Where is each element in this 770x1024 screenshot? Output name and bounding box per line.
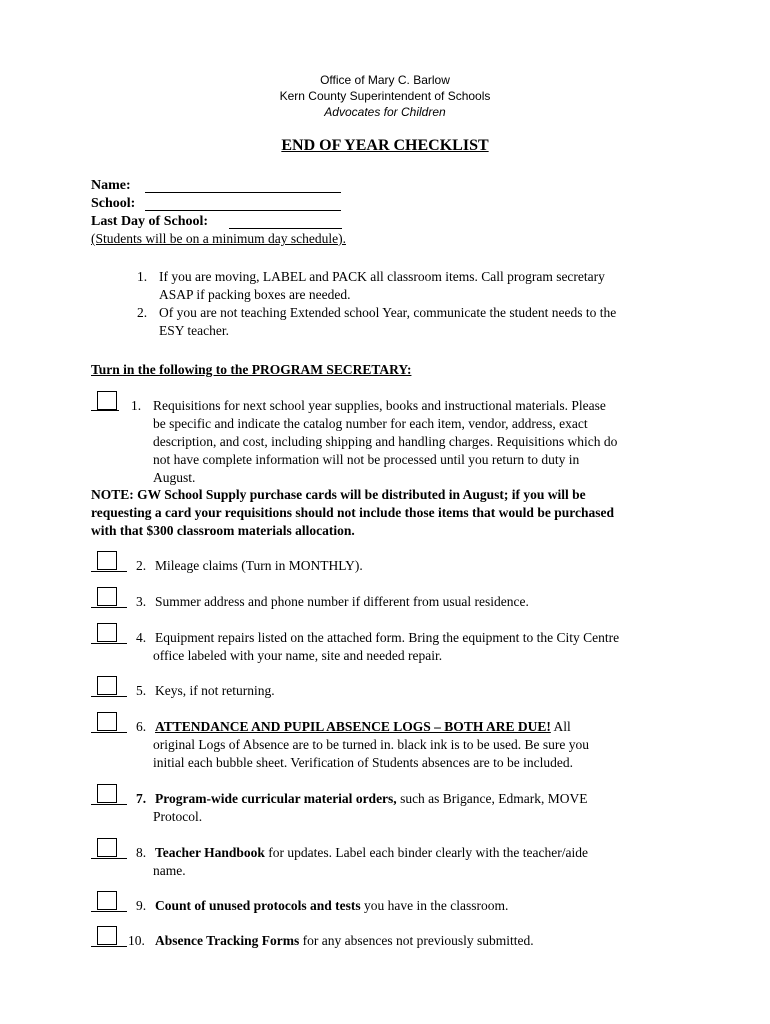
item-4-num: 4.: [136, 630, 147, 645]
item-5-text: Keys, if not returning.: [155, 683, 275, 698]
item-8-line2: name.: [153, 863, 186, 878]
schedule-note: (Students will be on a minimum day schedule).: [91, 231, 346, 246]
item-1-line4: not have complete information will not be processed until you return to duty in: [153, 452, 580, 467]
item-7-line1: [155, 790, 588, 808]
item-8-bold: Teacher Handbook: [155, 845, 265, 860]
name-label: Name:: [91, 178, 131, 193]
item-2-num: 2.: [136, 558, 147, 573]
note-line-3: with that $300 classroom materials allocation.: [91, 523, 355, 538]
note-line-1: NOTE: GW School Supply purchase cards will be distributed in August; if you will be: [91, 487, 586, 502]
checkbox-item-9[interactable]: [97, 891, 117, 910]
intro-item-1-num: 1.: [137, 269, 148, 284]
page-title: END OF YEAR CHECKLIST: [281, 137, 489, 154]
checkbox-underline-2: [91, 571, 127, 572]
office-name: Office of Mary C. Barlow: [320, 73, 450, 87]
section-heading: Turn in the following to the PROGRAM SECRETARY:: [91, 362, 412, 377]
checkbox-underline-7: [91, 804, 127, 805]
item-7-bold: Program-wide curricular material orders,: [155, 791, 397, 806]
item-3-text: Summer address and phone number if different from usual residence.: [155, 594, 529, 609]
checkbox-underline-1: [91, 410, 119, 411]
item-7-rest: such as Brigance, Edmark, MOVE: [396, 791, 588, 806]
last-day-input-line[interactable]: [229, 216, 342, 229]
intro-item-2-num: 2.: [137, 305, 148, 320]
item-3-num: 3.: [136, 594, 147, 609]
checkbox-underline-4: [91, 643, 127, 644]
intro-item-1-line2: ASAP if packing boxes are needed.: [159, 287, 351, 302]
checkbox-underline-10: [91, 946, 127, 947]
item-9-text: [155, 897, 508, 915]
last-day-field-row: [91, 212, 208, 231]
checkbox-item-10[interactable]: [97, 926, 117, 945]
last-day-label: Last Day of School:: [91, 214, 209, 229]
item-2-text: Mileage claims (Turn in MONTHLY).: [155, 558, 363, 573]
checkbox-item-6[interactable]: [97, 712, 117, 731]
intro-item-2-line1: Of you are not teaching Extended school Year, communicate the student needs to the: [159, 305, 617, 320]
item-6-line2: original Logs of Absence are to be turned in. black ink is to be used. Be sure you: [153, 737, 590, 752]
item-6-num: 6.: [136, 719, 147, 734]
item-8-rest: for updates. Label each binder clearly with the teacher/aide: [264, 845, 588, 860]
item-1-line2: be specific and indicate the catalog number for each item, vendor, address, exact: [153, 416, 588, 431]
checkbox-item-2[interactable]: [97, 551, 117, 570]
item-1-line1: Requisitions for next school year supplies, books and instructional materials. Please: [153, 398, 606, 413]
office-tagline: Advocates for Children: [324, 105, 446, 119]
item-8-line1: [155, 844, 588, 862]
item-4-line2: office labeled with your name, site and needed repair.: [153, 648, 443, 663]
checkbox-underline-6: [91, 732, 127, 733]
item-5-num: 5.: [136, 683, 147, 698]
intro-item-1-line1: If you are moving, LABEL and PACK all classroom items. Call program secretary: [159, 269, 605, 284]
item-8-num: 8.: [136, 845, 147, 860]
item-1-line3: description, and cost, including shipping and handling charges. Requisitions which do: [153, 434, 618, 449]
checkbox-underline-5: [91, 696, 127, 697]
item-6-line1: [155, 718, 571, 736]
checkbox-item-7[interactable]: [97, 784, 117, 803]
item-7-num: 7.: [136, 791, 147, 806]
item-9-num: 9.: [136, 898, 147, 913]
office-subtitle: Kern County Superintendent of Schools: [279, 89, 491, 103]
checkbox-underline-3: [91, 607, 127, 608]
item-7-line2: Protocol.: [153, 809, 203, 824]
item-4-line1: Equipment repairs listed on the attached form. Bring the equipment to the City Centre: [155, 630, 620, 645]
checkbox-underline-8: [91, 858, 127, 859]
school-input-line[interactable]: [145, 198, 341, 211]
school-field-row: [91, 194, 135, 213]
item-6-rest: All: [550, 719, 571, 734]
item-10-text: [155, 932, 534, 950]
item-9-rest: you have in the classroom.: [360, 898, 509, 913]
item-1-num: 1.: [131, 398, 142, 413]
item-10-rest: for any absences not previously submitted.: [299, 933, 534, 948]
checkbox-underline-9: [91, 911, 127, 912]
checkbox-item-1[interactable]: [97, 391, 117, 410]
school-label: School:: [91, 196, 136, 211]
checkbox-item-3[interactable]: [97, 587, 117, 606]
intro-item-2-line2: ESY teacher.: [159, 323, 229, 338]
checkbox-item-8[interactable]: [97, 838, 117, 857]
name-input-line[interactable]: [145, 180, 341, 193]
item-9-bold: Count of unused protocols and tests: [155, 898, 361, 913]
item-6-bold: ATTENDANCE AND PUPIL ABSENCE LOGS – BOTH ARE DUE!: [155, 719, 551, 734]
checkbox-item-4[interactable]: [97, 623, 117, 642]
item-6-line3: initial each bubble sheet. Verification of Students absences are to be included.: [153, 755, 573, 770]
item-10-num: 10.: [128, 933, 145, 948]
checkbox-item-5[interactable]: [97, 676, 117, 695]
note-line-2: requesting a card your requisitions should not include those items that would be purchased: [91, 505, 614, 520]
item-1-line5: August.: [153, 470, 196, 485]
name-field-row: [91, 176, 131, 195]
item-10-bold: Absence Tracking Forms: [155, 933, 300, 948]
